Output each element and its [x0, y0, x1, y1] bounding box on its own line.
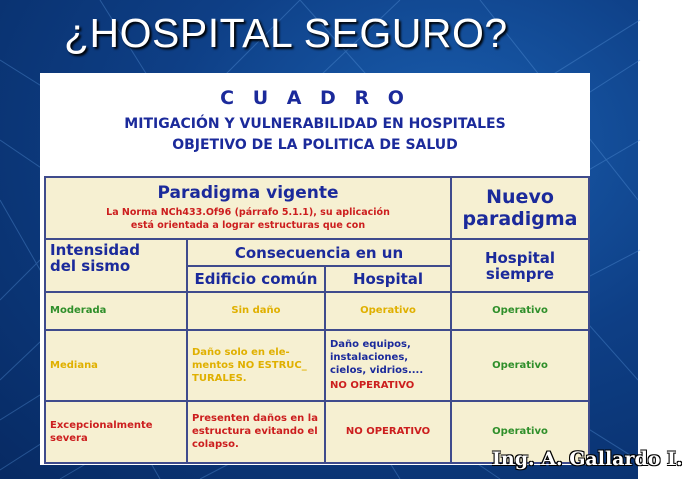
consecuencia-label: Consecuencia en un [234, 243, 404, 262]
edificio-value: Presenten daños en la estructura evitando el colapso. [192, 413, 318, 451]
table-panel [40, 73, 590, 465]
siempre-value: Operativo [492, 359, 548, 371]
siempre-value: Operativo [492, 426, 548, 438]
hospital-value-cell [325, 292, 451, 330]
edificio-value: Daño solo en ele- mentos NO ESTRUC_ TURALES. [192, 346, 307, 384]
hospital-cell [325, 266, 451, 292]
edificio-value-cell [187, 330, 325, 400]
hospital-value-cell [325, 330, 451, 400]
intensidad-value: Excepcionalmente severa [50, 419, 153, 444]
hospital-extra-value: NO OPERATIVO [330, 380, 415, 392]
hospital-value: Operativo [360, 305, 416, 317]
norma-text: La Norma NCh433.Of96 (párrafo 5.1.1), su aplicación está orientada a lograr estructuras que con [106, 207, 390, 232]
author-signature: Ing. A. Gallardo I. [492, 448, 683, 470]
table-row [45, 292, 589, 330]
hospital-label: Hospital [352, 269, 424, 288]
siempre-value-cell [451, 292, 589, 330]
intensidad-moderada-cell [45, 292, 187, 330]
siempre-value: Operativo [492, 305, 548, 317]
intensidad-header-cell [45, 239, 187, 291]
intensidad-value: Moderada [50, 305, 107, 317]
slide-title: ¿HOSPITAL SEGURO? [64, 10, 508, 56]
table-row [45, 239, 589, 265]
consecuencia-cell [187, 239, 451, 265]
table-row [45, 177, 589, 239]
paradigma-vigente-cell [45, 177, 451, 239]
nuevo-paradigma-label: Nuevo paradigma [462, 186, 578, 231]
edificio-comun-cell [187, 266, 325, 292]
table-row [45, 330, 589, 400]
hospital-value: NO OPERATIVO [345, 426, 431, 438]
edificio-value-cell [187, 292, 325, 330]
header-cuadro: C U A D R O [220, 87, 410, 109]
hospital-siempre-cell [451, 239, 589, 291]
edificio-comun-label: Edificio común [194, 269, 318, 288]
comparison-table [44, 176, 590, 464]
edificio-value-cell [187, 401, 325, 463]
nuevo-paradigma-cell [451, 177, 589, 239]
header-mitigacion: MITIGACIÓN Y VULNERABILIDAD EN HOSPITALES [124, 116, 506, 132]
hospital-siempre-label: Hospital siempre [484, 248, 556, 283]
edificio-value: Sin daño [231, 305, 281, 317]
intensidad-mediana-cell [45, 330, 187, 400]
header-objetivo: OBJETIVO DE LA POLITICA DE SALUD [172, 137, 458, 153]
intensidad-severa-cell [45, 401, 187, 463]
intensidad-label: Intensidad del sismo [50, 241, 140, 276]
hospital-value: Daño equipos, instalaciones, cielos, vidrios.... [330, 339, 424, 377]
paradigma-vigente-label: Paradigma vigente [157, 183, 339, 204]
hospital-value-cell [325, 401, 451, 463]
siempre-value-cell [451, 330, 589, 400]
intensidad-value: Mediana [50, 359, 98, 371]
